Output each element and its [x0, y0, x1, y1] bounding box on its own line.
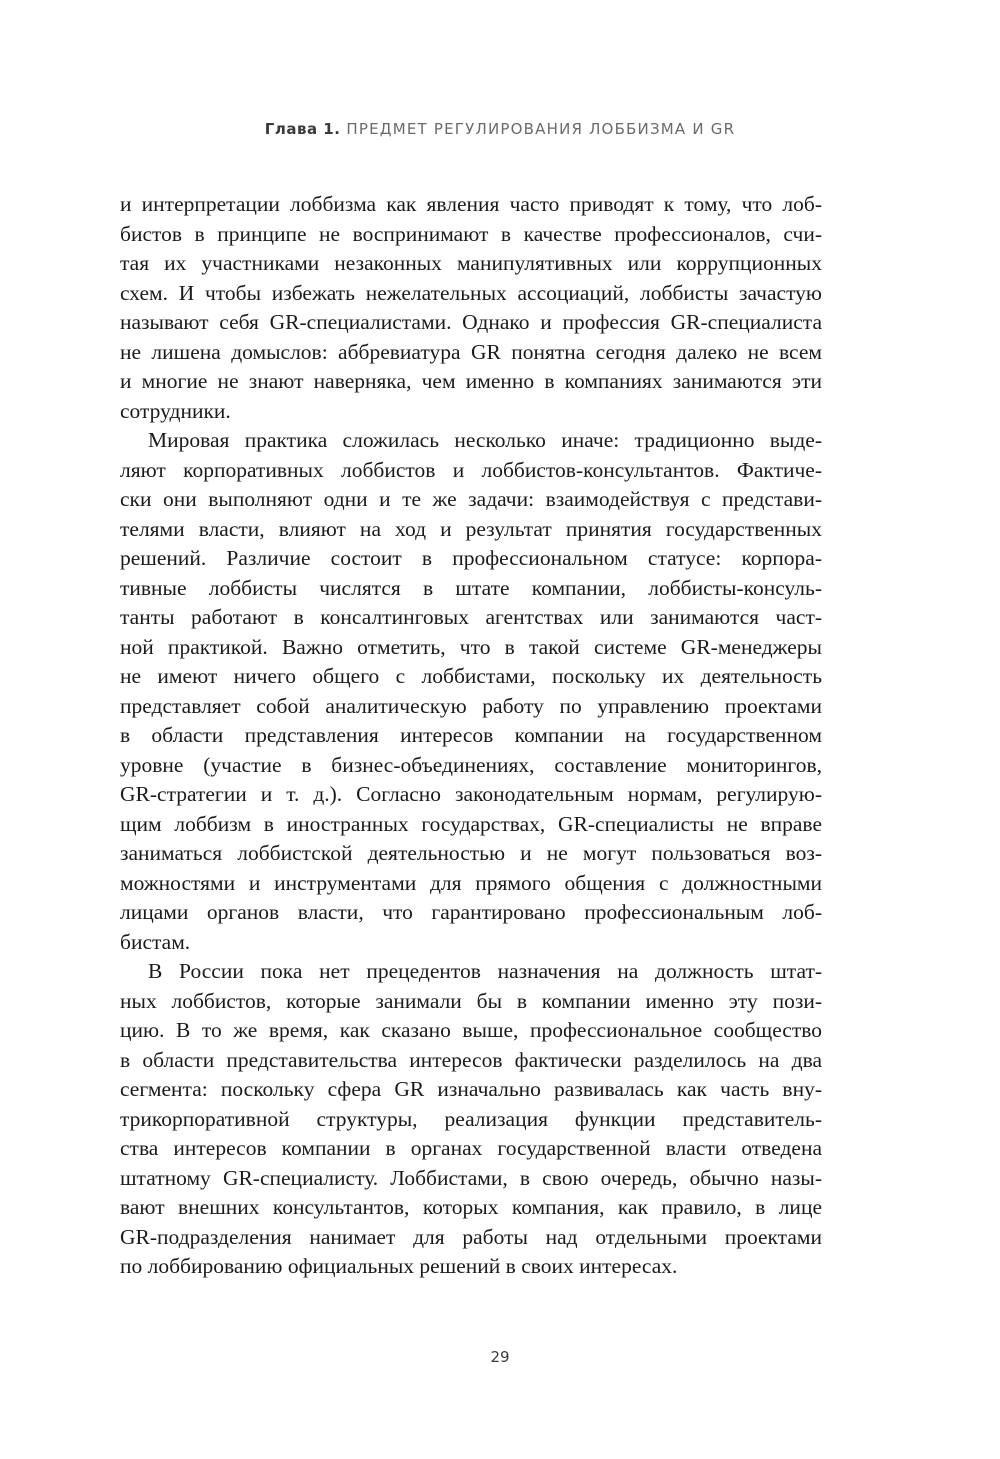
- text-line: GR-стратегии и т. д.). Согласно законодательным нормам, регулирую-: [120, 782, 822, 806]
- text-line: цию. В то же время, как сказано выше, профессиональное сообщество: [120, 1018, 822, 1042]
- text-line: тивные лоббисты числятся в штате компании, лоббисты-консуль-: [120, 575, 822, 600]
- text-line: и многие не знают наверняка, чем именно в компаниях занимаются эти: [120, 369, 822, 393]
- text-line: и интерпретации лоббизма как явления часто приводят к тому, что лоб-: [120, 192, 822, 216]
- text-line: заниматься лоббистской деятельностью и не могут пользоваться воз-: [120, 841, 822, 865]
- text-line: ства интересов компании в органах государственной власти отведена: [120, 1136, 822, 1160]
- text-line: схем. И чтобы избежать нежелательных ассоциаций, лоббисты зачастую: [120, 280, 822, 305]
- text-line: телями власти, влияют на ход и результат принятия государственных: [120, 516, 822, 541]
- text-line: представляет собой аналитическую работу по управлению проектами: [120, 693, 822, 718]
- chapter-label: Глава 1.: [264, 120, 341, 138]
- text-line: ной практикой. Важно отметить, что в такой системе GR-менеджеры: [120, 634, 822, 659]
- text-line: штатному GR-специалисту. Лоббистами, в свою очередь, обычно назы-: [120, 1165, 822, 1190]
- text-line: уровне (участие в бизнес-объединениях, составление мониторингов,: [120, 752, 822, 777]
- text-line: в области представления интересов компании на государственном: [120, 723, 822, 747]
- text-line: щим лоббизм в иностранных государствах, GR-специалисты не вправе: [120, 811, 822, 836]
- text-line: ски они выполняют одни и те же задачи: взаимодействуя с представи-: [120, 487, 822, 511]
- text-line: тая их участниками незаконных манипулятивных или коррупционных: [120, 251, 822, 275]
- text-line: в области представительства интересов фактически разделилось на два: [120, 1047, 822, 1072]
- text-line: не имеют ничего общего с лоббистами, поскольку их деятельность: [120, 664, 822, 688]
- text-line: В России пока нет прецедентов назначения на должность штат-: [148, 959, 822, 983]
- paragraph-1: [120, 190, 822, 426]
- text-line: решений. Различие состоит в профессиональном статусе: корпора-: [120, 546, 822, 570]
- text-line: бистов в принципе не воспринимают в качестве профессионалов, счи-: [120, 221, 822, 246]
- text-line: трикорпоративной структуры, реализация функции представитель-: [120, 1106, 822, 1131]
- text-line: ляют корпоративных лоббистов и лоббистов-консультантов. Фактиче-: [120, 457, 822, 482]
- text-line: вают внешних консультантов, которых компания, как правило, в лице: [120, 1195, 822, 1219]
- text-line: сегмента: поскольку сфера GR изначально развивалась как часть вну-: [120, 1077, 822, 1101]
- text-line: лицами органов власти, что гарантировано профессиональным лоб-: [120, 900, 822, 924]
- text-line: не лишена домыслов: аббревиатура GR понятна сегодня далеко не всем: [120, 339, 822, 364]
- running-head: [0, 120, 1000, 138]
- paragraph-3: [120, 957, 822, 1282]
- chapter-title: ПРЕДМЕТ РЕГУЛИРОВАНИЯ ЛОББИЗМА И GR: [346, 120, 736, 138]
- text-line: называют себя GR-специалистами. Однако и профессия GR-специалиста: [120, 310, 822, 334]
- text-line: ных лоббистов, которые занимали бы в компании именно эту пози-: [120, 988, 822, 1013]
- text-line: сотрудники.: [120, 398, 231, 423]
- text-line: по лоббированию официальных решений в своих интересах.: [120, 1254, 678, 1278]
- body-text: [120, 190, 822, 1282]
- paragraph-2: [120, 426, 822, 957]
- text-line: Мировая практика сложилась несколько иначе: традиционно выде-: [148, 428, 822, 452]
- text-line: можностями и инструментами для прямого общения с должностными: [120, 870, 822, 895]
- page-number: 29: [490, 1348, 510, 1366]
- text-line: бистам.: [120, 929, 191, 954]
- text-line: танты работают в консалтинговых агентствах или занимаются част-: [120, 605, 822, 629]
- text-line: GR-подразделения нанимает для работы над отдельными проектами: [120, 1224, 822, 1249]
